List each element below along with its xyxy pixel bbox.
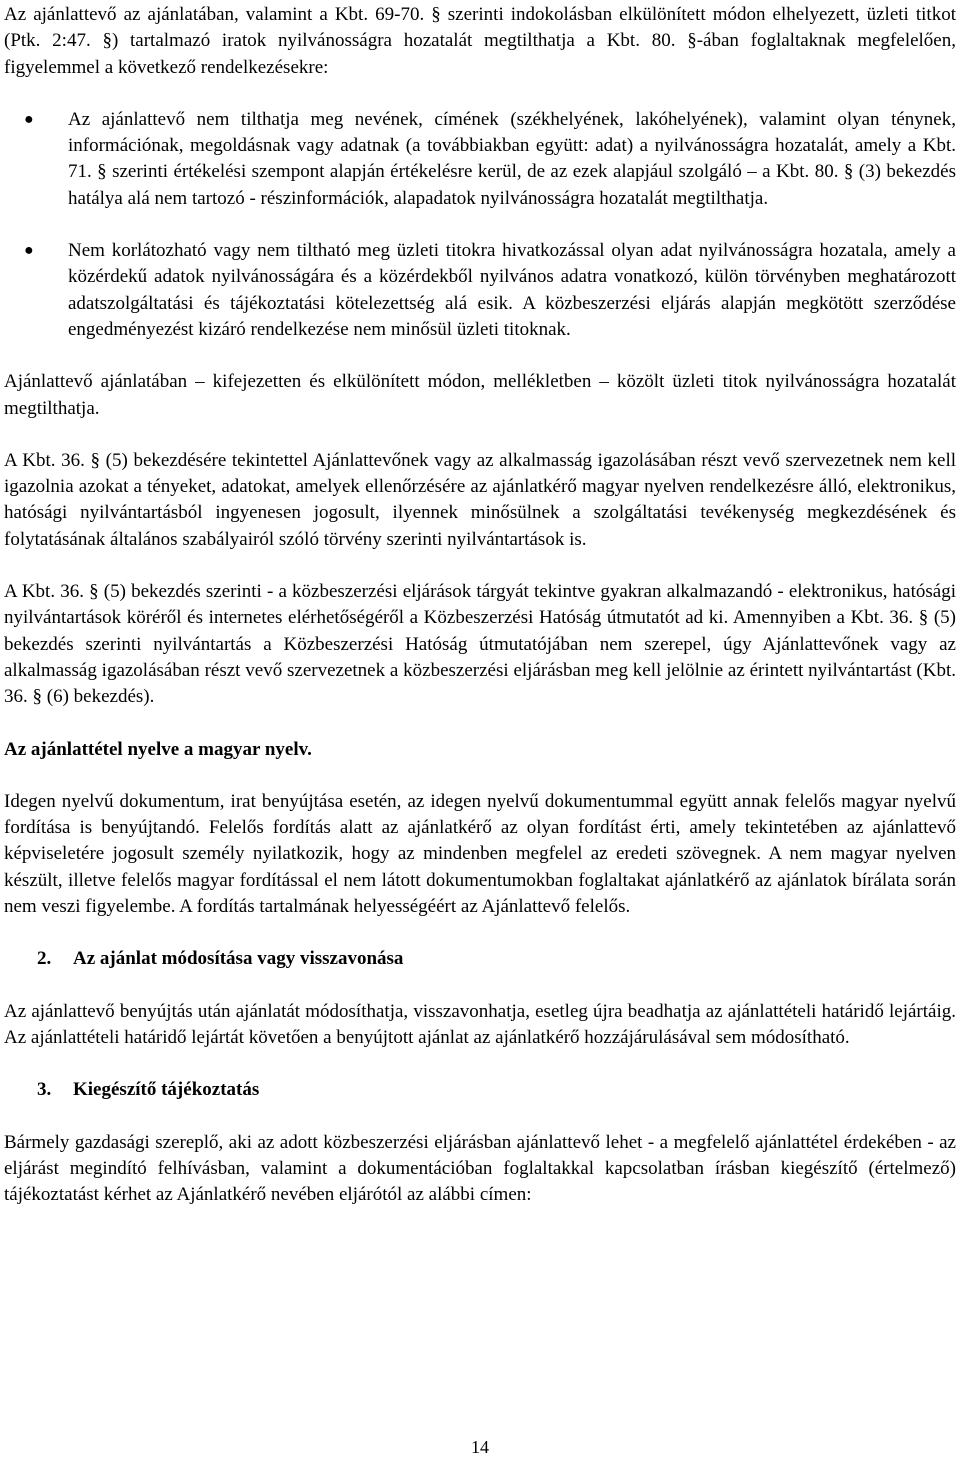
list-item (4, 238, 956, 343)
section-3-heading (4, 1077, 956, 1103)
paragraph-registries: A Kbt. 36. § (5) bekezdés szerinti - a közbeszerzési eljárások tárgyát tekintve gyakran alkalmazandó - elektronikus, hatósági nyilvántartások köréről és internetes elérhetőségéről a Közbeszerzési Hatóság útmutatót ad ki. Amennyiben a Kbt. 36. § (5) bekezdés szerinti nyilvántartás a Közbeszerzési Hatóság útmutatójában nem szerepel, úgy Ajánlattevőnek vagy az alkalmasság igazolásában részt vevő szervezetnek a közbeszerzési eljárásban meg kell jelölnie az érintett nyilvántartást (Kbt. 36. § (6) bekezdés). (4, 581, 956, 708)
bullet-list (4, 107, 956, 343)
paragraph-translation: Idegen nyelvű dokumentum, irat benyújtása esetén, az idegen nyelvű dokumentummal együtt annak felelős magyar nyelvű fordítása is benyújtandó. Felelős fordítás alatt az ajánlatkérő az olyan fordítást érti, amely tekintetében az ajánlattevő képviseletére jogosult személy nyilatkozik, hogy az mindenben megfelel az eredeti szövegnek. A nem magyar nyelven készült, illetve felelős magyar fordítással el nem látott dokumentumokban foglaltakat ajánlatkérő az ajánlatok bírálata során nem veszi figyelembe. A fordítás tartalmának helyességéért az Ajánlattevő felelős. (4, 790, 956, 918)
paragraph-kbt-36-5: A Kbt. 36. § (5) bekezdésére tekintettel Ajánlattevőnek vagy az alkalmasság igazolásában részt vevő szervezetnek nem kell igazolnia azokat a tényeket, adatokat, amelyek ellenőrzésére az ajánlatkérő magyar nyelven rendelkezésre álló, elektronikus, hatósági nyilvántartásból ingyenesen jogosult, ilyennek minősülnek a szolgáltatási tevékenység megkezdésének és folytatásának általános szabályairól szóló törvény szerinti nyilvántartások is. (4, 449, 956, 550)
section-number: 3. (37, 1079, 52, 1101)
language-heading: Az ajánlattétel nyelve a magyar nyelv. (4, 738, 312, 760)
section-2-body: Az ajánlattevő benyújtás után ajánlatát módosíthatja, visszavonhatja, esetleg újra beadhatja az ajánlattételi határidő lejártáig. Az ajánlattételi határidő lejártát követően a benyújtott ajánlat az ajánlatkérő hozzájárulásával sem módosítható. (4, 1000, 956, 1048)
list-item (4, 107, 956, 212)
bullet-dot-icon: ● (24, 110, 34, 128)
page-number: 14 (471, 1437, 489, 1457)
list-item-text: Nem korlátozható vagy nem tiltható meg üzleti titokra hivatkozással olyan adat nyilvánosságra hozatala, amely a közérdekű adatok nyilvánosságára és a közérdekből nyilvános adatra vonatkozó, külön törvényben meghatározott adatszolgáltatási és tájékoztatási kötelezettség alá esik. A közbeszerzési eljárás alapján megkötött szerződése engedményezést kizáró rendelkezése nem minősül üzleti titoknak. (68, 240, 956, 340)
paragraph-trade-secret: Ajánlattevő ajánlatában – kifejezetten és elkülönített módon, mellékletben – közölt üzleti titok nyilvánosságra hozatalát megtilthatja. (4, 371, 956, 419)
intro-paragraph: Az ajánlattevő az ajánlatában, valamint a Kbt. 69-70. § szerinti indokolásban elkülönített módon elhelyezett, üzleti titkot (Ptk. 2:47. §) tartalmazó iratok nyilvánosságra hozatalát megtilthatja a Kbt. 80. §-ában foglaltaknak megfelelően, figyelemmel a következő rendelkezésekre: (4, 4, 956, 78)
section-title: Az ajánlat módosítása vagy visszavonása (73, 948, 404, 970)
section-3-body: Bármely gazdasági szereplő, aki az adott közbeszerzési eljárásban ajánlattevő lehet - a megfelelő ajánlattétel érdekében - az eljárást megindító felhívásban, valamint a dokumentációban foglaltakkal kapcsolatban írásban kiegészítő (értelmező) tájékoztatást kérhet az Ajánlatkérő nevében eljárótól az alábbi címen: (4, 1131, 956, 1206)
section-number: 2. (37, 948, 52, 970)
section-title: Kiegészítő tájékoztatás (73, 1079, 260, 1101)
bullet-dot-icon: ● (24, 242, 34, 260)
list-item-text: Az ajánlattevő nem tilthatja meg nevének, címének (székhelyének, lakóhelyének), valamint olyan ténynek, információnak, megoldásnak vagy adatnak (a továbbiakban együtt: adat) a nyilvánosságra hozatalát, amely a Kbt. 71. § szerinti értékelési szempont alapján értékelésre kerül, de az ezek alapjául szolgáló – a Kbt. 80. § (3) bekezdés hatálya alá nem tartozó - részinformációk, alapadatok nyilvánosságra hozatalát megtilthatja. (68, 108, 956, 209)
section-2-heading (4, 946, 956, 972)
